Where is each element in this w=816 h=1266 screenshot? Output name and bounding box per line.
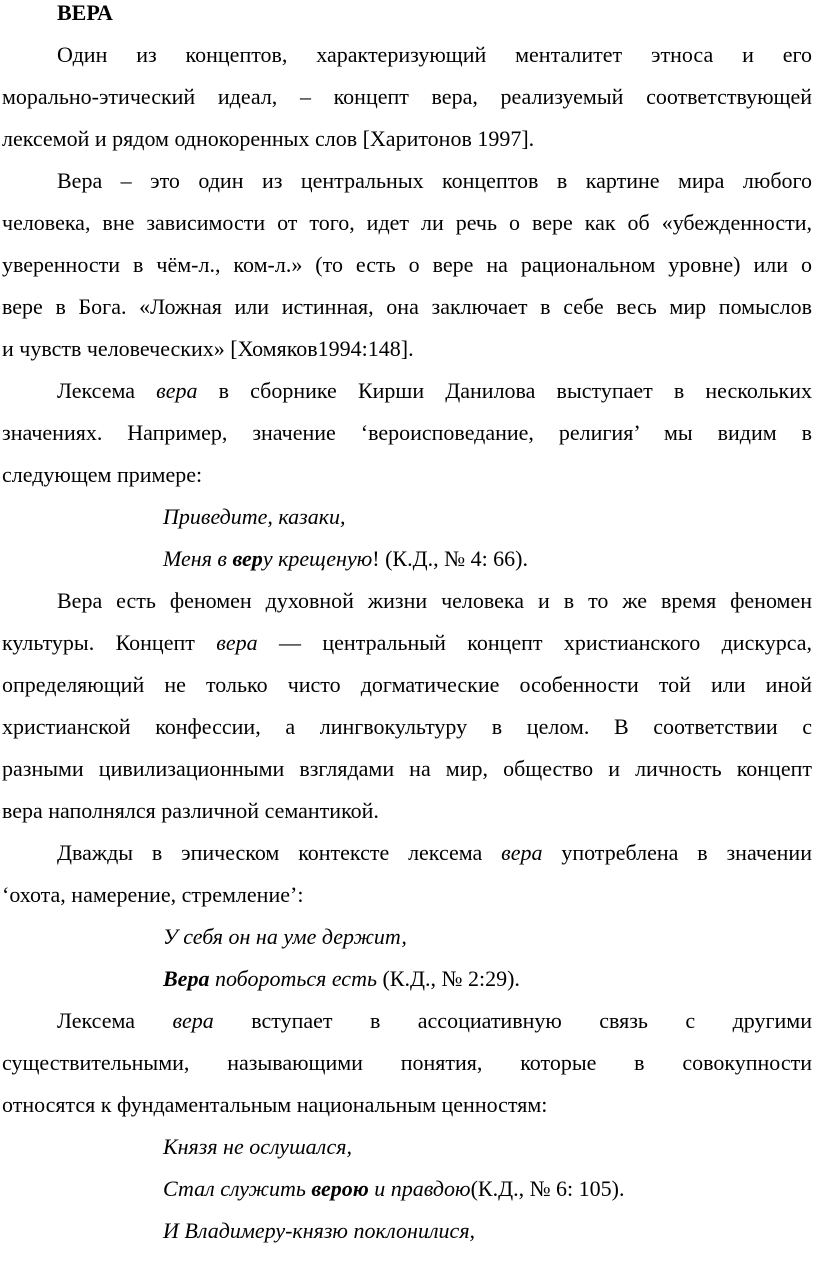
text-line <box>2 958 812 1000</box>
text-segment: У себя он на уме держит, <box>163 924 407 949</box>
text-segment: ВЕРА <box>57 0 113 25</box>
text-line <box>2 874 812 916</box>
text-line <box>2 0 812 34</box>
text-segment: вера <box>501 840 543 865</box>
text-segment: И Владимеру-князю поклонилися, <box>163 1218 476 1243</box>
text-segment: морально-этический идеал, – концепт вера, реализуемый соответствующей <box>2 84 812 109</box>
text-line <box>2 76 812 118</box>
paragraph <box>2 370 812 496</box>
text-line <box>2 202 812 244</box>
text-segment: уверенности в чём-л., ком-л.» (то есть о вере на рациональном уровне) или о <box>2 252 812 277</box>
text-line <box>2 622 812 664</box>
text-segment: Вера есть феномен духовной жизни человека и в то же время феномен <box>57 588 812 613</box>
text-line <box>2 118 812 160</box>
text-segment: Вера – это один из центральных концептов в картине мира любого <box>57 168 812 193</box>
text-segment: культуры. Концепт <box>2 630 217 655</box>
paragraph <box>2 1000 812 1126</box>
text-line <box>2 664 812 706</box>
text-line <box>2 706 812 748</box>
text-segment: Дважды в эпическом контексте лексема <box>57 840 502 865</box>
text-segment: вере в Бога. «Ложная или истинная, она заключает в себе весь мир помыслов <box>2 294 812 319</box>
text-line <box>2 496 812 538</box>
text-line <box>2 328 812 370</box>
text-line <box>2 454 812 496</box>
text-segment: следующем примере: <box>2 462 203 487</box>
text-segment: христианской конфессии, а лингвокультуру в целом. В соответствии с <box>2 714 812 739</box>
text-segment: (К.Д., № 6: 105). <box>470 1176 625 1201</box>
text-segment: относятся к фундаментальным национальным ценностям: <box>2 1092 548 1117</box>
text-line <box>2 538 812 580</box>
paragraph <box>2 34 812 160</box>
text-line <box>2 1126 812 1168</box>
text-segment: Князя не ослушался, <box>163 1134 353 1159</box>
paragraph <box>2 160 812 370</box>
text-line <box>2 1084 812 1126</box>
text-segment: существительными, называющими понятия, которые в совокупности <box>2 1050 812 1075</box>
text-segment: — центральный концепт христианского дискурса, <box>257 630 812 655</box>
text-segment: лексемой и рядом однокоренных слов [Харитонов 1997]. <box>2 126 535 151</box>
text-segment: (К.Д., № 2:29). <box>376 966 520 991</box>
verse-quote <box>2 496 812 580</box>
text-segment: вер <box>232 546 263 571</box>
text-segment: человека, вне зависимости от того, идет ли речь о вере как об «убежденности, <box>2 210 812 235</box>
verse-quote <box>2 916 812 1000</box>
text-segment: значениях. Например, значение ‘вероисповедание, религия’ мы видим в <box>2 420 812 445</box>
text-line <box>2 34 812 76</box>
text-segment: ‘охота, намерение, стремление’: <box>2 882 304 907</box>
text-line <box>2 1042 812 1084</box>
text-segment: в сборнике Кирши Данилова выступает в нескольких <box>197 378 812 403</box>
text-segment: Один из концептов, характеризующий менталитет этноса и его <box>57 42 812 67</box>
paragraph <box>2 832 812 916</box>
text-segment: вера <box>156 378 198 403</box>
text-line <box>2 748 812 790</box>
text-segment: и чувств человеческих» [Хомяков1994:148]. <box>2 336 414 361</box>
text-segment: побороться есть <box>209 966 377 991</box>
text-line <box>2 244 812 286</box>
text-segment: определяющий не только чисто догматические особенности той или иной <box>2 672 812 697</box>
text-line <box>2 1000 812 1042</box>
text-line <box>2 370 812 412</box>
text-segment: разными цивилизационными взглядами на мир, общество и личность концепт <box>2 756 812 781</box>
verse-quote <box>2 1126 812 1252</box>
text-line <box>2 916 812 958</box>
text-segment: Вера <box>163 966 210 991</box>
text-line <box>2 790 812 832</box>
text-segment: верою <box>311 1176 369 1201</box>
text-line <box>2 580 812 622</box>
text-segment: ! (К.Д., № 4: 66). <box>372 546 529 571</box>
text-segment: Меня в <box>163 546 233 571</box>
text-line <box>2 832 812 874</box>
text-segment: у крещеную <box>262 546 373 571</box>
text-segment: употреблена в значении <box>542 840 812 865</box>
text-segment: Стал служить <box>163 1176 312 1201</box>
text-line <box>2 286 812 328</box>
text-segment: вступает в ассоциативную связь с другими <box>213 1008 812 1033</box>
section-heading <box>2 0 812 34</box>
text-segment: Приведите, казаки, <box>163 504 346 529</box>
paragraph <box>2 580 812 832</box>
text-segment: Лексема <box>57 378 157 403</box>
text-segment: вера наполнялся различной семантикой. <box>2 798 379 823</box>
text-line <box>2 1168 812 1210</box>
text-segment: и правдою <box>368 1176 471 1201</box>
text-segment: Лексема <box>57 1008 173 1033</box>
text-line <box>2 160 812 202</box>
text-segment: вера <box>172 1008 214 1033</box>
text-segment: вера <box>216 630 258 655</box>
text-line <box>2 1210 812 1252</box>
text-line <box>2 412 812 454</box>
